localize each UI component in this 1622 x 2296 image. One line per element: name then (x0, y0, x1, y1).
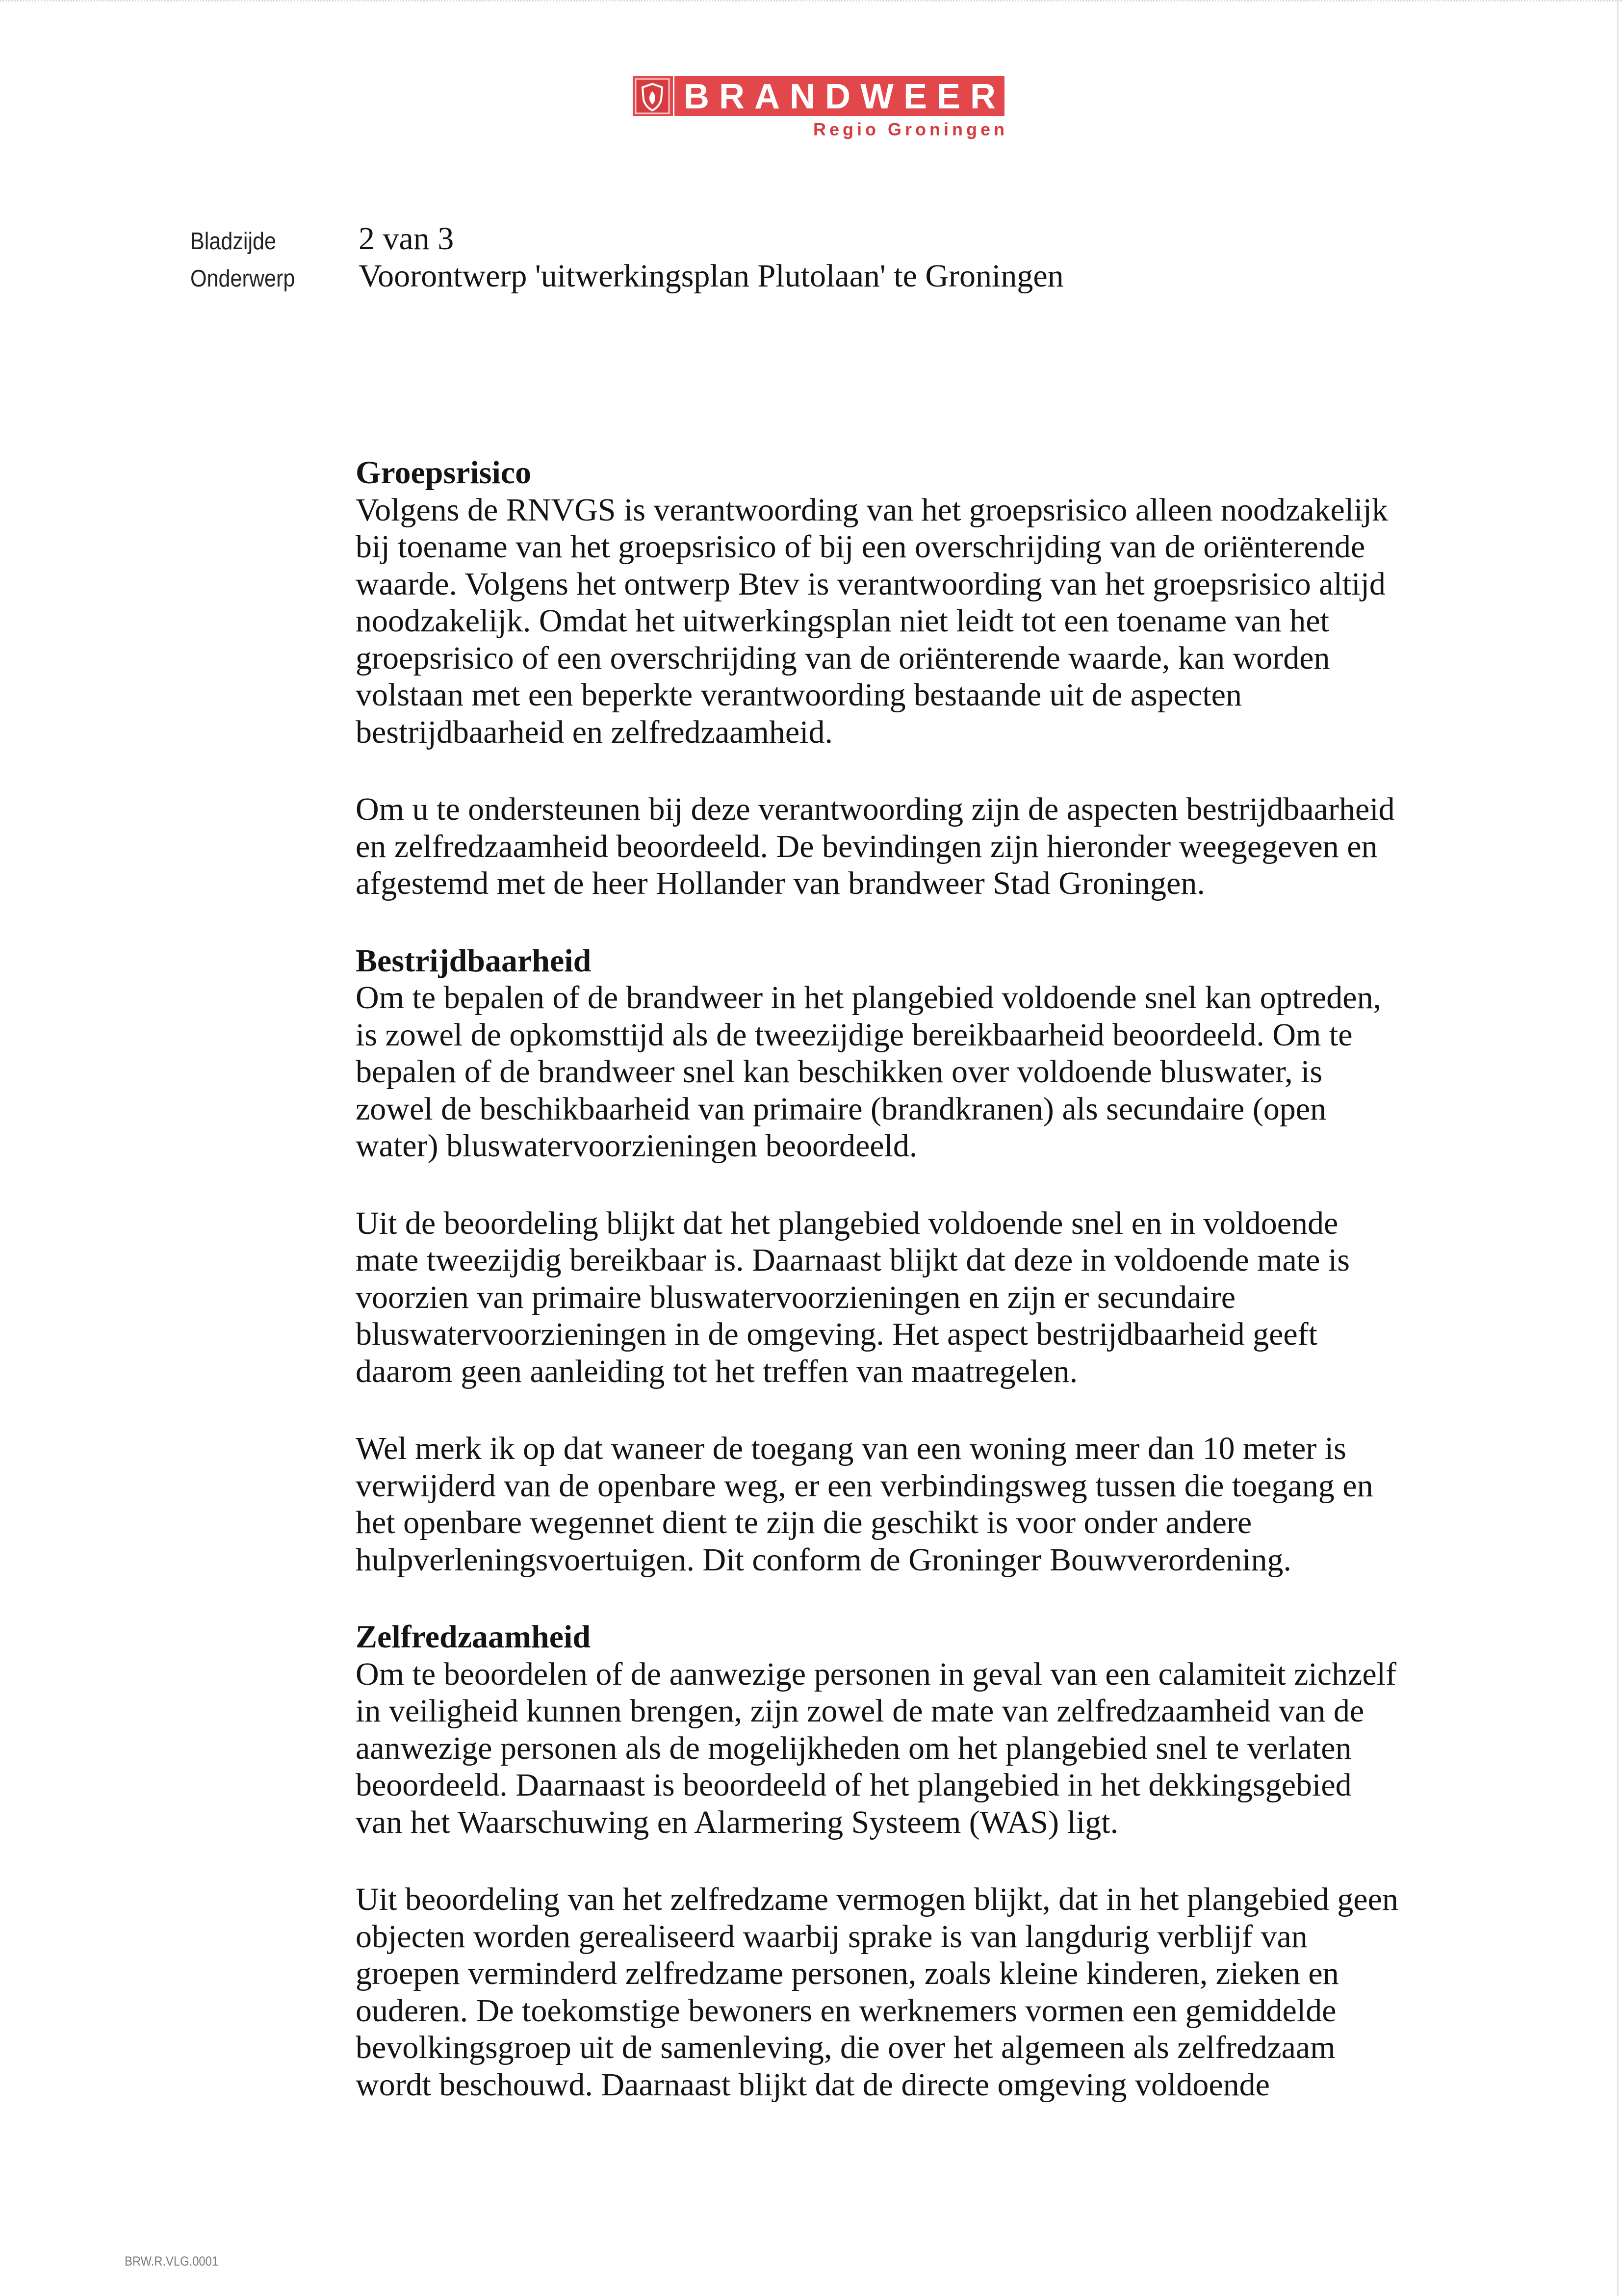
form-code: BRW.R.VLG.0001 (125, 2254, 219, 2269)
brandweer-logo (633, 76, 1004, 116)
text-line: beoordeeld. Daarnaast is beoordeeld of het plangebied in het dekkingsgebied (356, 1767, 1352, 1803)
letter-body (356, 454, 1582, 2103)
section-heading: Zelfredzaamheid (356, 1619, 591, 1655)
logo-region: Regio Groningen (813, 119, 1008, 139)
text-line: Om te bepalen of de brandweer in het plangebied voldoende snel kan optreden, (356, 980, 1382, 1016)
text-line: Uit beoordeling van het zelfredzame vermogen blijkt, dat in het plangebied geen (356, 1881, 1398, 1917)
text-line: Wel merk ik op dat waneer de toegang van een woning meer dan 10 meter is (356, 1431, 1346, 1466)
section (356, 454, 1582, 751)
subject-title: Voorontwerp 'uitwerkingsplan Plutolaan' te Groningen (359, 258, 1064, 294)
text-line: hulpverleningsvoertuigen. Dit conform de Groninger Bouwverordening. (356, 1541, 1292, 1578)
text-line: groepen verminderd zelfredzame personen, zoals kleine kinderen, zieken en (356, 1956, 1339, 1991)
text-line: objecten worden gerealiseerd waarbij sprake is van langdurig verblijf van (356, 1918, 1308, 1955)
text-line: bepalen of de brandweer snel kan beschikken over voldoende bluswater, is (356, 1054, 1323, 1090)
paragraph (356, 1205, 1582, 1390)
meta-row-subject (0, 258, 1622, 295)
text-line: water) bluswatervoorzieningen beoordeeld. (356, 1128, 918, 1164)
section (356, 942, 1582, 1165)
scan-edge-right (1617, 0, 1619, 2296)
text-line: zowel de beschikbaarheid van primaire (brandkranen) als secundaire (open (356, 1091, 1327, 1127)
text-line: daarom geen aanleiding tot het treffen van maatregelen. (356, 1353, 1078, 1389)
text-line: voorzien van primaire bluswatervoorzieningen en zijn er secundaire (356, 1279, 1236, 1315)
text-line: het openbare wegennet dient te zijn die geschikt is voor onder andere (356, 1505, 1252, 1540)
text-line: Uit de beoordeling blijkt dat het plangebied voldoende snel en in voldoende (356, 1205, 1339, 1241)
page-number: 2 van 3 (359, 221, 454, 257)
text-line: volstaan met een beperkte verantwoording bestaande uit de aspecten (356, 677, 1242, 713)
scan-edge-top (0, 0, 1622, 1)
section-heading: Groepsrisico (356, 455, 532, 491)
text-line: en zelfredzaamheid beoordeeld. De bevindingen zijn hieronder weegegeven en (356, 828, 1378, 864)
brandweer-crest-icon (635, 78, 670, 114)
text-line: wordt beschouwd. Daarnaast blijkt dat de directe omgeving voldoende (356, 2066, 1270, 2103)
text-line: ouderen. De toekomstige bewoners en werknemers vormen een gemiddelde (356, 1992, 1337, 2029)
subject-label: Onderwerp (190, 265, 295, 292)
text-line: afgestemd met de heer Hollander van brandweer Stad Groningen. (356, 865, 1205, 901)
paragraph (356, 1881, 1582, 2103)
paragraph (356, 791, 1582, 902)
text-line: Volgens de RNVGS is verantwoording van het groepsrisico alleen noodzakelijk (356, 492, 1388, 528)
text-line: bluswatervoorzieningen in de omgeving. Het aspect bestrijdbaarheid geeft (356, 1316, 1317, 1352)
text-line: noodzakelijk. Omdat het uitwerkingsplan niet leidt tot een toename van het (356, 603, 1329, 639)
text-line: waarde. Volgens het ontwerp Btev is verantwoording van het groepsrisico altijd (356, 566, 1386, 602)
section (356, 1618, 1582, 1841)
text-line: verwijderd van de openbare weg, er een verbindingsweg tussen die toegang en (356, 1467, 1373, 1504)
meta-row-page (0, 220, 1622, 258)
text-line: aanwezige personen als de mogelijkheden om het plangebied snel te verlaten (356, 1730, 1352, 1766)
logo-separator (673, 76, 674, 116)
text-line: Om u te ondersteunen bij deze verantwoording zijn de aspecten bestrijdbaarheid (356, 791, 1395, 827)
text-line: groepsrisico of een overschrijding van de oriënterende waarde, kan worden (356, 640, 1330, 676)
text-line: Om te beoordelen of de aanwezige personen in geval van een calamiteit zichzelf (356, 1656, 1396, 1692)
text-line: van het Waarschuwing en Alarmering Systeem (WAS) ligt. (356, 1804, 1119, 1840)
page-label: Bladzijde (190, 228, 276, 255)
section-heading: Bestrijdbaarheid (356, 942, 592, 979)
paragraph (356, 1430, 1582, 1578)
text-line: bevolkingsgroep uit de samenleving, die over het algemeen als zelfredzaam (356, 2030, 1336, 2065)
text-line: is zowel de opkomsttijd als de tweezijdige bereikbaarheid beoordeeld. Om te (356, 1017, 1353, 1053)
text-line: bij toename van het groepsrisico of bij een overschrijding van de oriënterende (356, 529, 1365, 565)
text-line: bestrijdbaarheid en zelfredzaamheid. (356, 714, 833, 750)
text-line: mate tweezijdig bereikbaar is. Daarnaast blijkt dat deze in voldoende mate is (356, 1242, 1350, 1278)
logo-wordmark: BRANDWEER (684, 77, 1005, 116)
text-line: in veiligheid kunnen brengen, zijn zowel de mate van zelfredzaamheid van de (356, 1693, 1365, 1729)
